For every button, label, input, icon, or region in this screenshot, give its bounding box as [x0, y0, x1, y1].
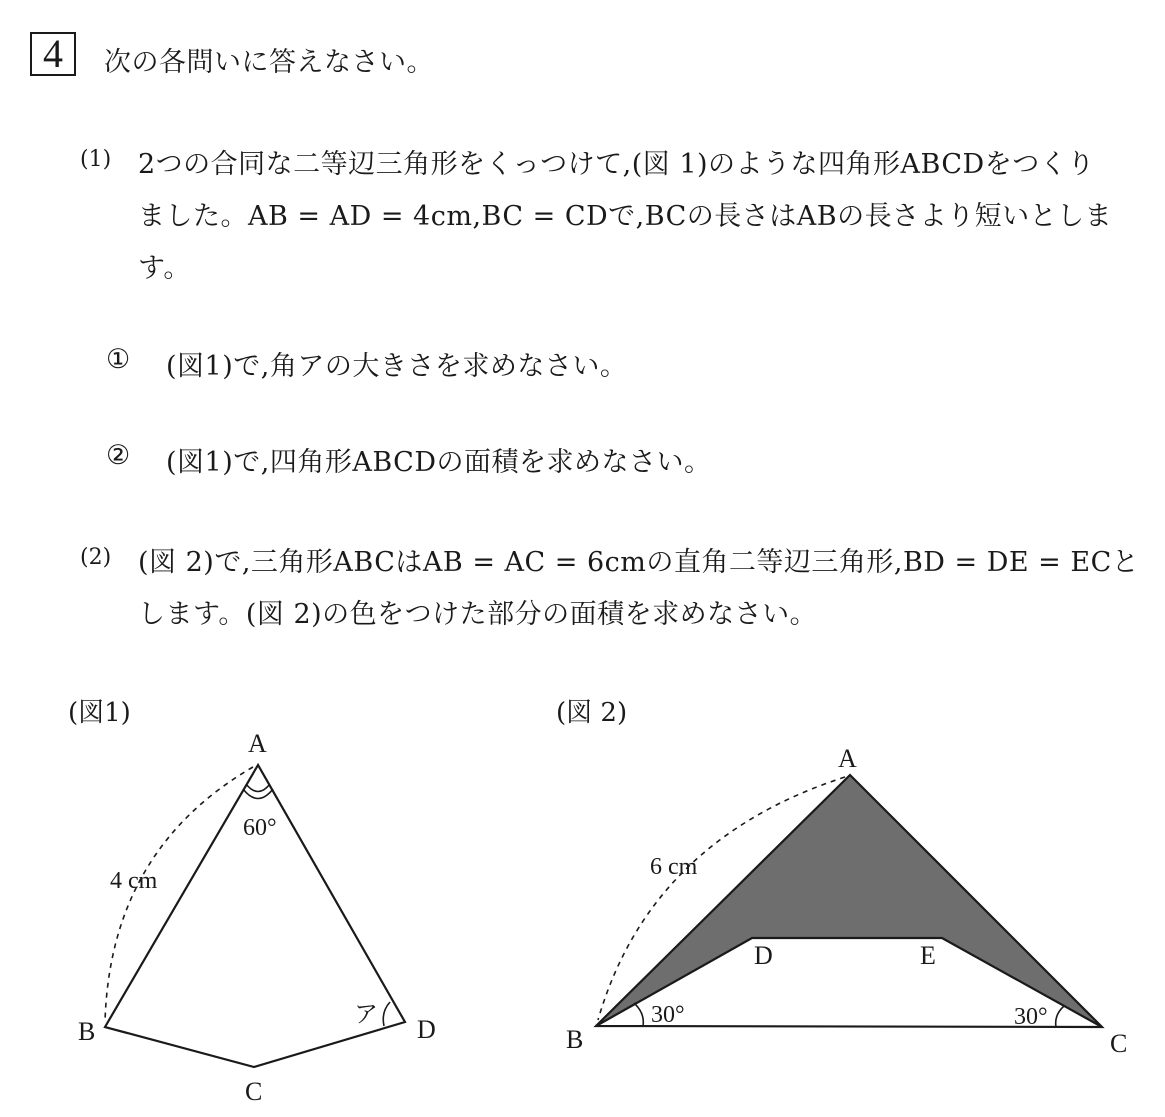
question-number: 4 [43, 31, 63, 76]
figure1-label-C: C [245, 1077, 263, 1106]
part2-label: (2) [80, 545, 112, 570]
figure2-caption: (図 2) [556, 698, 628, 728]
question-instruction: 次の各問いに答えなさい。 [104, 47, 434, 78]
figure1-label-A: A [248, 729, 267, 758]
figure1-angle-D-label: ア [354, 1002, 378, 1028]
subquestion-1-label: ① [106, 344, 131, 375]
part1-line-2: ました。AB = AD = 4cm,BC = CDで,BCの長さはABの長さより短いとしま [138, 201, 1113, 232]
figure2-side-AB-label: 6 cm [650, 854, 698, 880]
figure2 [596, 775, 1102, 1027]
subquestion-1-text: (図1)で,角アの大きさを求めなさい。 [166, 351, 628, 382]
angle-arc-D [383, 1002, 390, 1026]
figure2-label-C: C [1110, 1029, 1128, 1058]
figure2-label-A: A [838, 744, 857, 773]
part2-line-2: します。(図 2)の色をつけた部分の面積を求めなさい。 [138, 599, 818, 630]
figure2-label-E: E [920, 941, 936, 970]
figure2-label-D: D [754, 941, 773, 970]
figure2-angle-C-label: 30° [1014, 1004, 1048, 1030]
subquestion-2-text: (図1)で,四角形ABCDの面積を求めなさい。 [166, 447, 712, 478]
figure1-label-D: D [417, 1015, 436, 1044]
shaded-region [596, 775, 1102, 1027]
figure1-caption: (図1) [68, 698, 131, 728]
angle-arc-A-outer [243, 789, 273, 799]
angle-arc-C [1056, 1006, 1064, 1027]
subquestion-2-label: ② [106, 440, 131, 471]
part1-label: (1) [80, 147, 112, 172]
angle-arc-A-inner [246, 784, 270, 792]
angle-arc-B [634, 1003, 643, 1026]
figure2-angle-B-label: 30° [651, 1002, 685, 1028]
part1-line-1: 2つの合同な二等辺三角形をくっつけて,(図 1)のような四角形ABCDをつくり [138, 149, 1095, 180]
figure1-angle-A-label: 60° [243, 815, 277, 841]
dashed-arc-AB [105, 767, 253, 1022]
figure2-label-B: B [566, 1025, 584, 1054]
figure1-side-AB-label: 4 cm [110, 868, 158, 894]
part1-line-3: す。 [138, 253, 191, 284]
part2-line-1: (図 2)で,三角形ABCはAB = AC = 6cmの直角二等辺三角形,BD = DE = ECと [138, 547, 1140, 578]
figure1-label-B: B [78, 1017, 96, 1046]
